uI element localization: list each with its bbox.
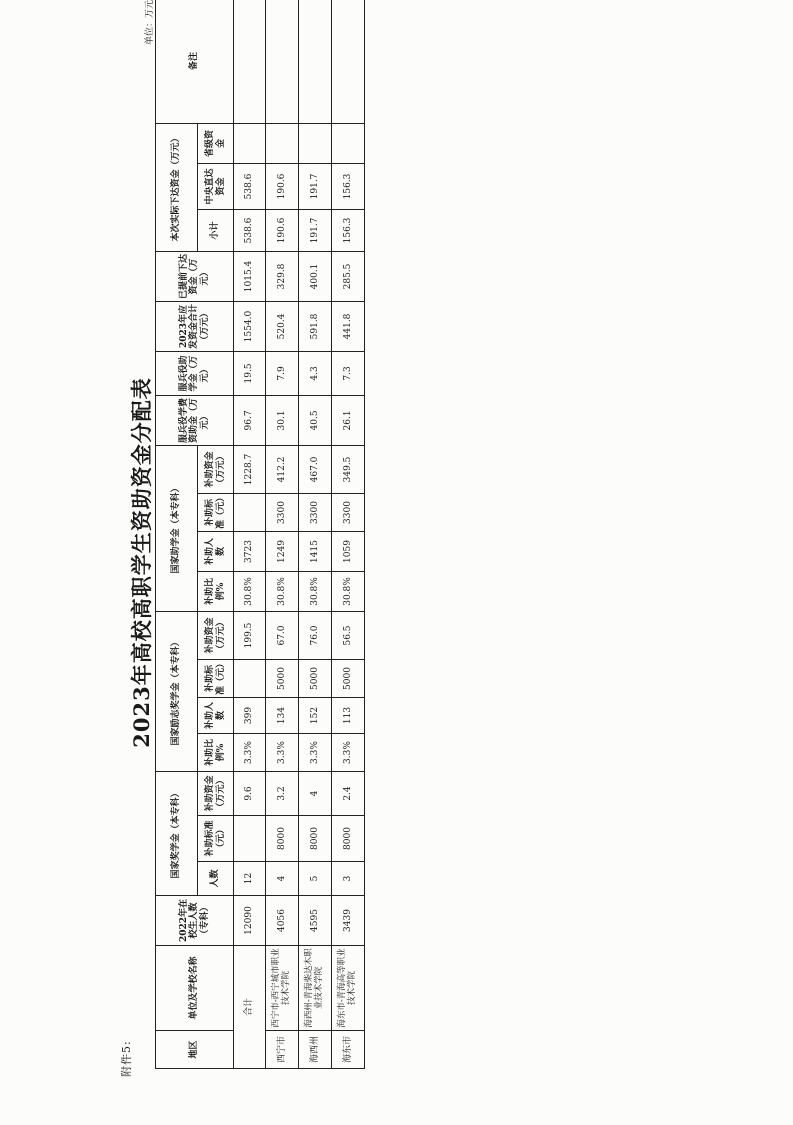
cell-total-2023: 591.8 bbox=[299, 301, 332, 351]
header-actual: 本次实际下达资金（万元） bbox=[156, 123, 198, 251]
cell-military-grant: 7.3 bbox=[332, 351, 365, 395]
cell-gr-count: 1415 bbox=[299, 531, 332, 571]
cell-prepaid: 1015.4 bbox=[234, 251, 266, 301]
cell-in-count: 134 bbox=[266, 698, 299, 734]
total-row bbox=[234, 0, 266, 1069]
cell-prepaid: 285.5 bbox=[332, 251, 365, 301]
cell-region: 海西州 bbox=[299, 1031, 332, 1069]
cell-in-ratio: 3.3% bbox=[332, 734, 365, 772]
cell-in-count: 113 bbox=[332, 698, 365, 734]
cell-ns-count: 4 bbox=[266, 862, 299, 896]
cell-prepaid: 400.1 bbox=[299, 251, 332, 301]
header-provincial: 省级资金 bbox=[198, 123, 234, 163]
header-gr-count: 补助人数 bbox=[198, 531, 234, 571]
cell-region: 海东市 bbox=[332, 1031, 365, 1069]
cell-school: 西宁市-西宁城市职业技术学院 bbox=[266, 946, 299, 1031]
cell-ns-count: 12 bbox=[234, 862, 266, 896]
cell-region: 西宁市 bbox=[266, 1031, 299, 1069]
header-inspirational: 国家励志奖学金（本专科） bbox=[156, 611, 198, 771]
cell-total-2023: 1554.0 bbox=[234, 301, 266, 351]
header-in-amount: 补助资金（万元） bbox=[198, 611, 234, 659]
header-in-ratio: 补助比例% bbox=[198, 734, 234, 772]
cell-in-standard: 5000 bbox=[299, 660, 332, 698]
header-ns-standard: 补助标准（元） bbox=[198, 816, 234, 862]
cell-in-amount: 56.5 bbox=[332, 611, 365, 659]
header-in-standard: 补助标准（元） bbox=[198, 660, 234, 698]
cell-in-ratio: 3.3% bbox=[234, 734, 266, 772]
header-in-count: 补助人数 bbox=[198, 698, 234, 734]
cell-gr-amount: 412.2 bbox=[266, 445, 299, 493]
header-ns-count: 人数 bbox=[198, 862, 234, 896]
header-students: 2022年在校生人数（专科） bbox=[156, 896, 234, 946]
cell-ns-standard: 8000 bbox=[332, 816, 365, 862]
cell-ns-amount: 9.6 bbox=[234, 772, 266, 816]
cell-ns-amount: 3.2 bbox=[266, 772, 299, 816]
header-military-tuition: 服兵役学费资助金（万元） bbox=[156, 395, 234, 445]
cell-provincial bbox=[266, 123, 299, 163]
cell-gr-ratio: 30.8% bbox=[234, 571, 266, 611]
header-national-scholarship: 国家奖学金（本专科） bbox=[156, 772, 198, 896]
cell-gr-amount: 467.0 bbox=[299, 445, 332, 493]
cell-remarks bbox=[234, 0, 266, 123]
attachment-label: 附件5: bbox=[120, 1040, 133, 1077]
header-central: 中央直达资金 bbox=[198, 163, 234, 209]
cell-military-tuition: 40.5 bbox=[299, 395, 332, 445]
cell-in-count: 399 bbox=[234, 698, 266, 734]
cell-ns-count: 5 bbox=[299, 862, 332, 896]
header-gr-ratio: 补助比例% bbox=[198, 571, 234, 611]
cell-ns-standard: 8000 bbox=[299, 816, 332, 862]
cell-gr-standard: 3300 bbox=[332, 493, 365, 531]
cell-in-standard: 5000 bbox=[332, 660, 365, 698]
cell-central: 191.7 bbox=[299, 163, 332, 209]
cell-total-2023: 520.4 bbox=[266, 301, 299, 351]
cell-in-amount: 67.0 bbox=[266, 611, 299, 659]
header-gr-amount: 补助资金（万元） bbox=[198, 445, 234, 493]
cell-provincial bbox=[234, 123, 266, 163]
cell-remarks bbox=[332, 0, 365, 123]
cell-military-grant: 19.5 bbox=[234, 351, 266, 395]
cell-military-tuition: 96.7 bbox=[234, 395, 266, 445]
cell-ns-standard bbox=[234, 816, 266, 862]
page-title: 2023年高校高职学生资助资金分配表 bbox=[129, 377, 154, 748]
cell-gr-standard bbox=[234, 493, 266, 531]
cell-military-tuition: 30.1 bbox=[266, 395, 299, 445]
cell-in-count: 152 bbox=[299, 698, 332, 734]
cell-students: 3439 bbox=[332, 896, 365, 946]
cell-central: 190.6 bbox=[266, 163, 299, 209]
cell-gr-ratio: 30.8% bbox=[299, 571, 332, 611]
cell-in-ratio: 3.3% bbox=[266, 734, 299, 772]
cell-gr-count: 1249 bbox=[266, 531, 299, 571]
cell-subtotal: 190.6 bbox=[266, 209, 299, 251]
cell-school: 海东市-青海高等职业技术学院 bbox=[332, 946, 365, 1031]
header-subtotal: 小计 bbox=[198, 209, 234, 251]
cell-military-grant: 7.9 bbox=[266, 351, 299, 395]
cell-military-tuition: 26.1 bbox=[332, 395, 365, 445]
cell-gr-standard: 3300 bbox=[266, 493, 299, 531]
header-total-2023: 2023年应发资金合计（万元） bbox=[156, 301, 234, 351]
cell-students: 4595 bbox=[299, 896, 332, 946]
table-row bbox=[299, 0, 332, 1069]
cell-gr-amount: 1228.7 bbox=[234, 445, 266, 493]
header-prepaid: 已提前下达资金（万元） bbox=[156, 251, 234, 301]
cell-in-amount: 199.5 bbox=[234, 611, 266, 659]
cell-gr-amount: 349.5 bbox=[332, 445, 365, 493]
total-label: 合计 bbox=[234, 946, 266, 1069]
cell-remarks bbox=[299, 0, 332, 123]
cell-subtotal: 156.3 bbox=[332, 209, 365, 251]
cell-gr-count: 3723 bbox=[234, 531, 266, 571]
cell-remarks bbox=[266, 0, 299, 123]
header-gr-standard: 补助标准（元） bbox=[198, 493, 234, 531]
cell-in-standard: 5000 bbox=[266, 660, 299, 698]
header-grant: 国家助学金（本专科） bbox=[156, 445, 198, 611]
cell-gr-standard: 3300 bbox=[299, 493, 332, 531]
cell-central: 156.3 bbox=[332, 163, 365, 209]
allocation-table bbox=[155, 0, 365, 1069]
table-row bbox=[332, 0, 365, 1069]
cell-in-standard bbox=[234, 660, 266, 698]
cell-subtotal: 191.7 bbox=[299, 209, 332, 251]
header-ns-amount: 补助资金（万元） bbox=[198, 772, 234, 816]
cell-provincial bbox=[299, 123, 332, 163]
cell-prepaid: 329.8 bbox=[266, 251, 299, 301]
cell-ns-count: 3 bbox=[332, 862, 365, 896]
cell-school: 海西州-青海柴达木职业技术学院 bbox=[299, 946, 332, 1031]
cell-students: 4056 bbox=[266, 896, 299, 946]
cell-central: 538.6 bbox=[234, 163, 266, 209]
header-school: 单位及学校名称 bbox=[156, 946, 234, 1031]
table-row bbox=[266, 0, 299, 1069]
unit-label: 单位：万元 bbox=[145, 0, 155, 46]
header-region: 地区 bbox=[156, 1031, 234, 1069]
cell-total-2023: 441.8 bbox=[332, 301, 365, 351]
cell-ns-amount: 2.4 bbox=[332, 772, 365, 816]
header-remarks: 备注 bbox=[156, 0, 234, 123]
cell-ns-amount: 4 bbox=[299, 772, 332, 816]
cell-military-grant: 4.3 bbox=[299, 351, 332, 395]
cell-gr-ratio: 30.8% bbox=[332, 571, 365, 611]
cell-students: 12090 bbox=[234, 896, 266, 946]
cell-provincial bbox=[332, 123, 365, 163]
cell-ns-standard: 8000 bbox=[266, 816, 299, 862]
cell-subtotal: 538.6 bbox=[234, 209, 266, 251]
cell-gr-ratio: 30.8% bbox=[266, 571, 299, 611]
cell-gr-count: 1059 bbox=[332, 531, 365, 571]
cell-in-ratio: 3.3% bbox=[299, 734, 332, 772]
cell-in-amount: 76.0 bbox=[299, 611, 332, 659]
header-military-grant: 服兵役助学金（万元） bbox=[156, 351, 234, 395]
header-row-1 bbox=[156, 0, 198, 1069]
